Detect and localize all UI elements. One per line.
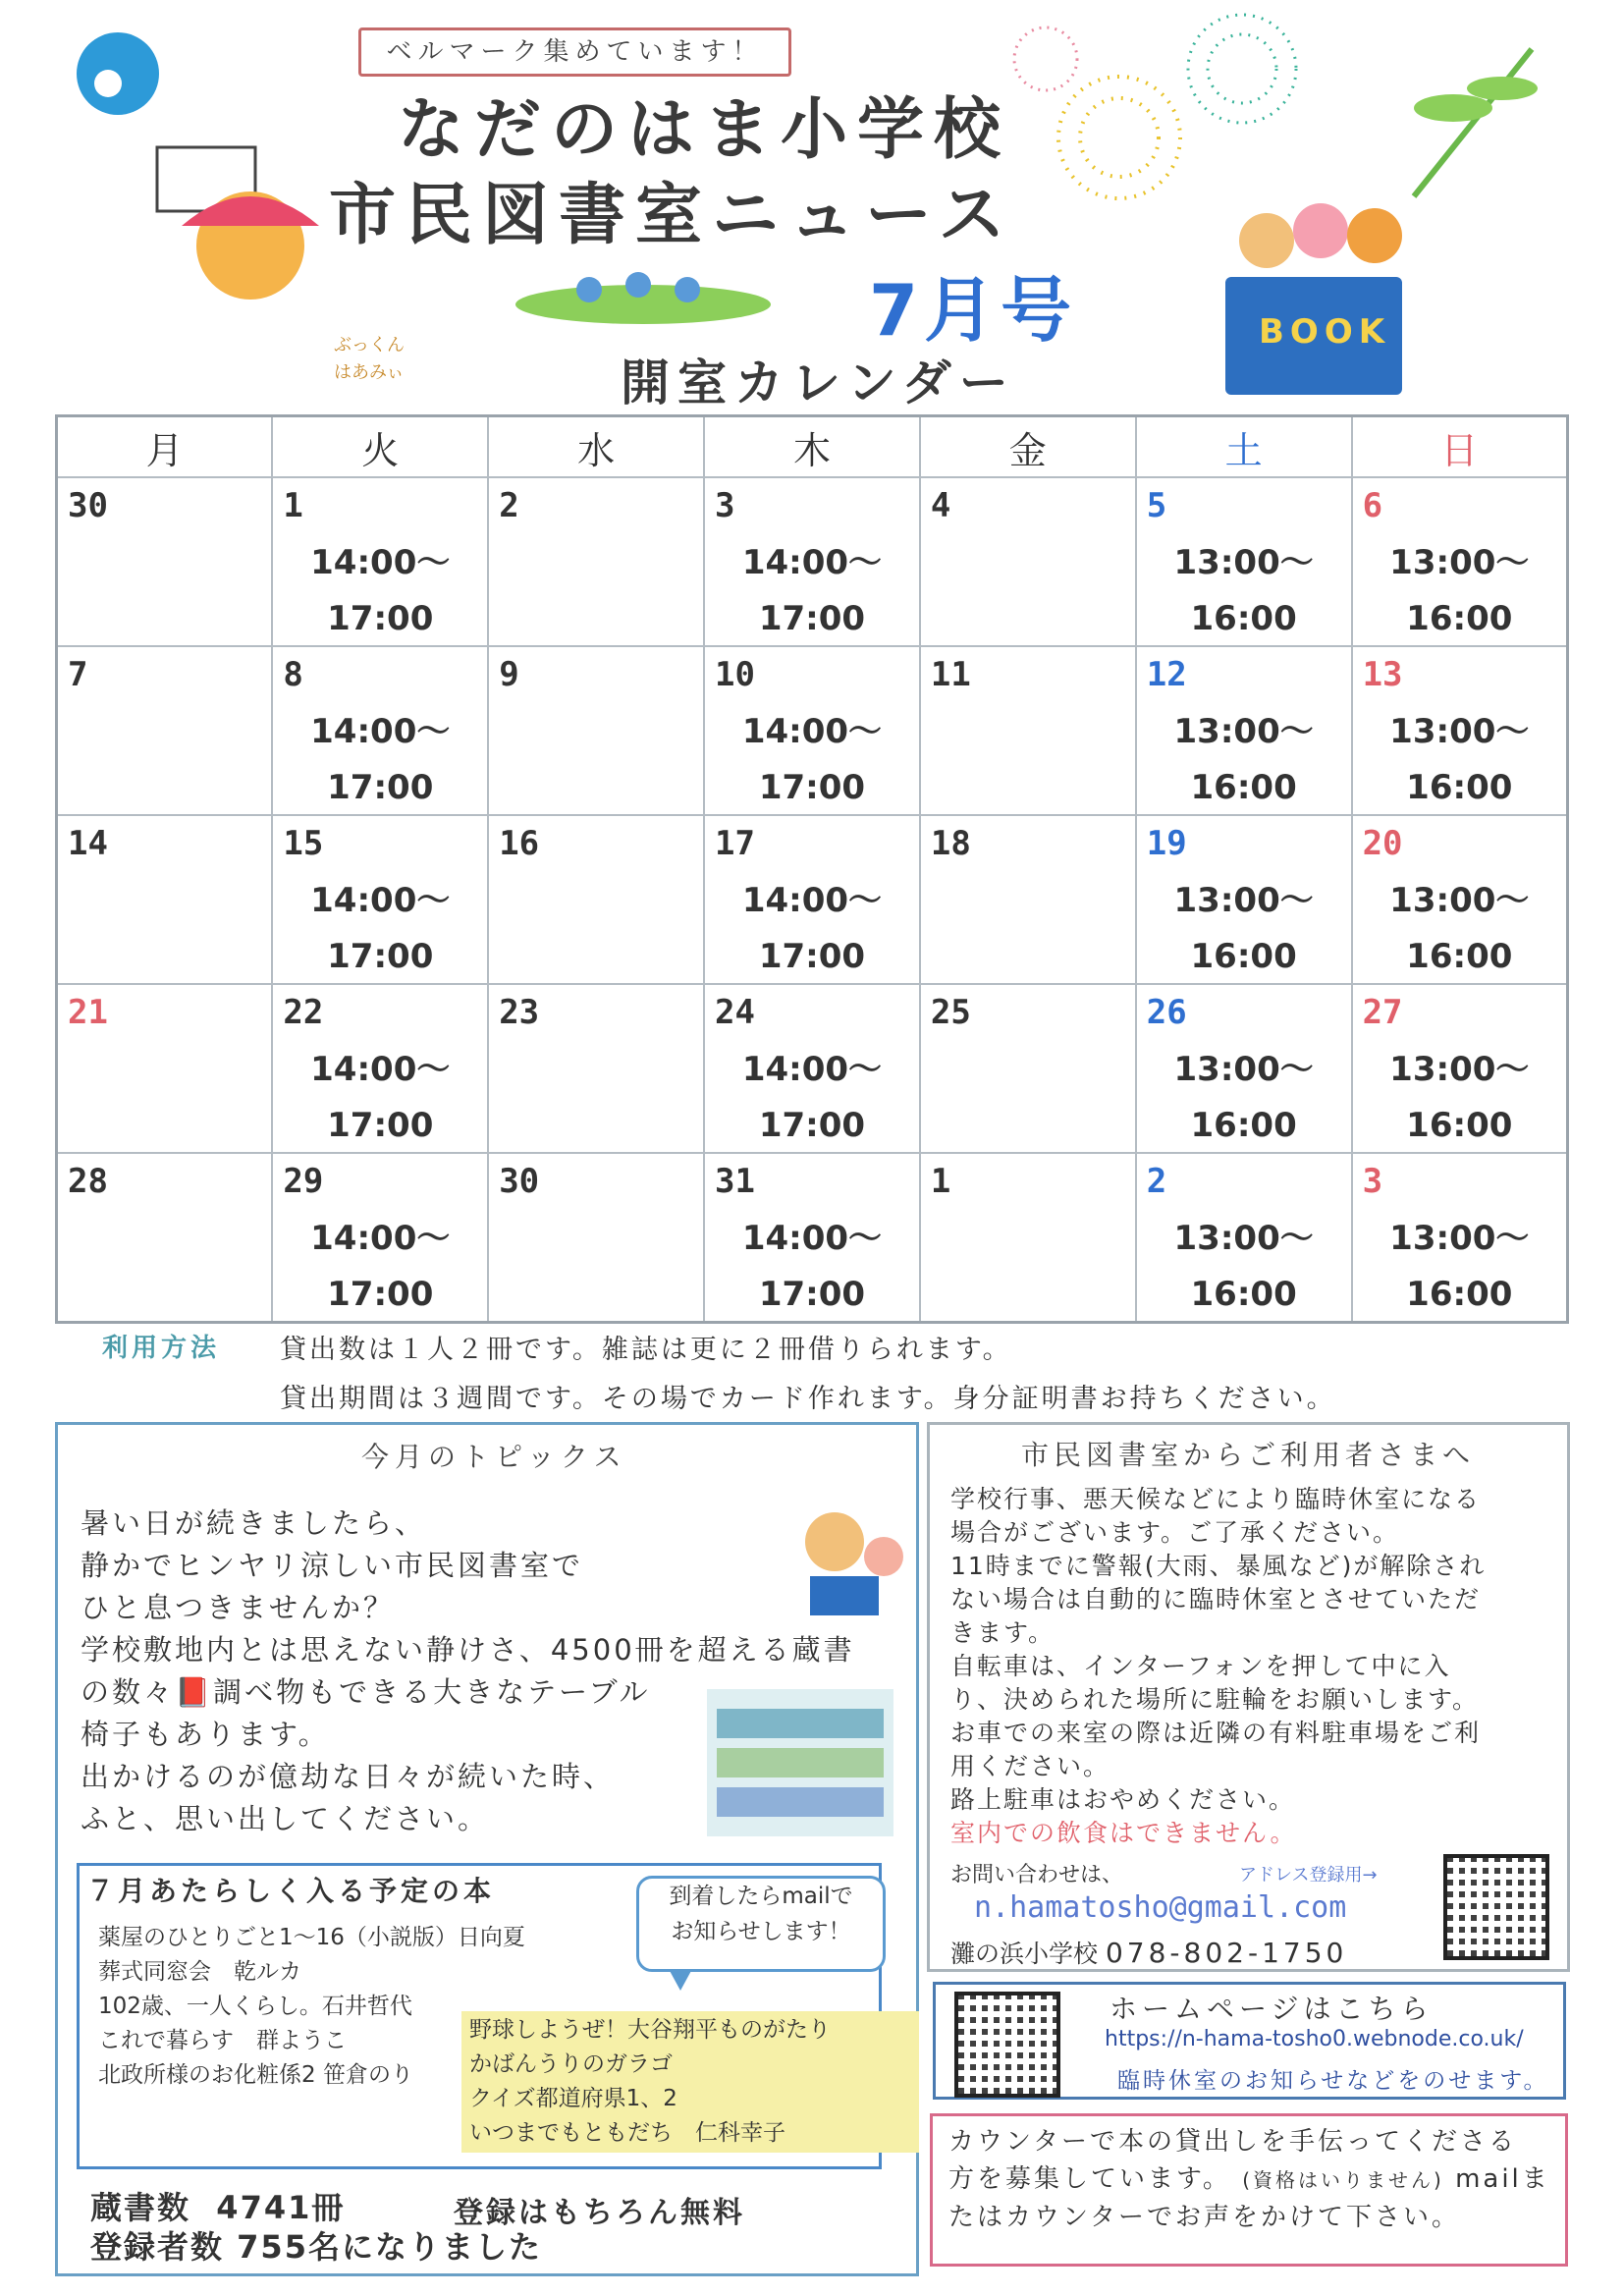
day-number: 5 (1146, 486, 1167, 525)
calendar-day-cell (1352, 477, 1568, 646)
opening-end: 17:00 (758, 1106, 866, 1145)
opening-hours (273, 1211, 487, 1323)
recruit-line (948, 2160, 1552, 2199)
topics-title: 今月のトピックス (361, 1441, 627, 1473)
opening-start: 13:00〜 (1173, 712, 1314, 751)
opening-start: 14:00〜 (310, 543, 451, 582)
list-item: クイズ都道府県1、2 (469, 2086, 677, 2111)
bubble-line: お知らせします！ (671, 1919, 851, 1944)
calendar-day-cell (920, 984, 1136, 1153)
contact-label: お問い合わせは、 (950, 1863, 1124, 1887)
opening-hours (1137, 1042, 1351, 1154)
day-number: 17 (715, 824, 755, 863)
weekday-header: 木 (704, 416, 920, 478)
recruit-qualification: (資格はいりません) (1242, 2168, 1444, 2192)
calendar-day-cell (704, 984, 920, 1153)
opening-hours (705, 704, 919, 816)
notice-line: 場合がございます。ご了承ください。 (950, 1518, 1400, 1547)
list-item: 102歳、一人くらし。石井哲代 (98, 1994, 412, 2019)
calendar-heading: 開室カレンダー (621, 355, 1016, 411)
homepage-url[interactable]: https://n-hama-tosho0.webnode.co.uk/ (1105, 2027, 1524, 2051)
registration-free: 登録はもちろん無料 (454, 2196, 745, 2230)
opening-hours (1137, 873, 1351, 985)
opening-end: 17:00 (758, 937, 866, 976)
day-number: 4 (930, 486, 951, 525)
day-number: 24 (715, 993, 755, 1032)
calendar-day-cell (1136, 646, 1352, 815)
opening-end: 17:00 (758, 1275, 866, 1314)
bubble-line: 到着したらmailで (669, 1884, 853, 1909)
opening-hours (705, 1211, 919, 1323)
opening-hours (705, 1042, 919, 1154)
issue-label: 7月号 (869, 269, 1078, 352)
calendar-day-cell (704, 815, 920, 984)
day-number: 3 (715, 486, 735, 525)
opening-start: 14:00〜 (741, 712, 883, 751)
calendar-day-cell (920, 646, 1136, 815)
opening-end: 16:00 (1190, 768, 1297, 807)
list-item: 葬式同窓会 乾ルカ (98, 1959, 301, 1985)
usage-label: 利用方法 (102, 1334, 221, 1363)
address-register-note: アドレス登録用→ (1239, 1865, 1378, 1886)
notice-line: 路上駐車はおやめください。 (950, 1785, 1296, 1814)
calendar-day-cell (1136, 1153, 1352, 1323)
recruit-line-part: mailま (1455, 2164, 1550, 2194)
recruit-line: カウンターで本の貸出しを手伝ってくださる (948, 2127, 1517, 2157)
weekday-header: 水 (488, 416, 704, 478)
recruit-line: たはカウンターでお声をかけて下さい。 (948, 2203, 1460, 2232)
day-number: 12 (1146, 655, 1187, 694)
opening-hours (273, 535, 487, 647)
calendar-day-cell (1136, 984, 1352, 1153)
opening-end: 17:00 (327, 599, 434, 638)
calendar-day-cell (57, 984, 273, 1153)
opening-end: 16:00 (1190, 599, 1297, 638)
day-number: 27 (1362, 993, 1403, 1032)
opening-start: 13:00〜 (1389, 712, 1530, 751)
opening-start: 13:00〜 (1389, 881, 1530, 920)
opening-hours (1353, 1211, 1566, 1323)
day-number: 20 (1362, 824, 1403, 863)
bookshelf-photo-icon (707, 1689, 893, 1836)
opening-start: 14:00〜 (741, 543, 883, 582)
calendar-day-cell (920, 477, 1136, 646)
day-number: 13 (1362, 655, 1403, 694)
usage-line-2: 貸出期間は３週間です。その場でカード作れます。身分証明書お持ちください。 (280, 1384, 1336, 1414)
reading-parent-child-icon (790, 1503, 918, 1620)
opening-start: 13:00〜 (1389, 543, 1530, 582)
calendar-day-cell (272, 984, 488, 1153)
day-number: 9 (499, 655, 519, 694)
calendar-day-cell (488, 477, 704, 646)
day-number: 31 (715, 1162, 755, 1201)
day-number: 2 (499, 486, 519, 525)
opening-end: 17:00 (327, 1275, 434, 1314)
calendar-day-cell (1352, 646, 1568, 815)
flowers-icon (515, 272, 771, 324)
opening-start: 13:00〜 (1173, 1219, 1314, 1258)
day-number: 2 (1146, 1162, 1167, 1201)
lantern-icon (77, 32, 159, 115)
weekday-header: 日 (1352, 416, 1568, 478)
volunteer-recruit-text (948, 2123, 1552, 2236)
usage-line-1: 貸出数は１人２冊です。雑誌は更に２冊借りられます。 (280, 1335, 1012, 1365)
opening-start: 14:00〜 (741, 881, 883, 920)
opening-end: 17:00 (327, 937, 434, 976)
day-number: 18 (930, 824, 971, 863)
opening-start: 14:00〜 (741, 1219, 883, 1258)
day-number: 23 (499, 993, 540, 1032)
book-label: BOOK (1259, 312, 1391, 352)
opening-start: 13:00〜 (1389, 1050, 1530, 1089)
day-number: 8 (283, 655, 303, 694)
calendar-day-cell (272, 477, 488, 646)
weekday-header: 火 (272, 416, 488, 478)
opening-end: 17:00 (327, 1106, 434, 1145)
calendar-day-cell (272, 815, 488, 984)
contact-phone (950, 1935, 1347, 1970)
character-name: ぶっくん はあみぃ (334, 335, 405, 383)
opening-start: 14:00〜 (310, 1219, 451, 1258)
day-number: 19 (1146, 824, 1187, 863)
notice-line: ない場合は自動的に臨時休室とさせていただ (950, 1585, 1482, 1613)
calendar-day-cell (57, 1153, 273, 1323)
list-item: これで暮らす 群ようこ (98, 2028, 347, 2053)
opening-hours (273, 873, 487, 985)
opening-end: 16:00 (1406, 937, 1513, 976)
day-number: 29 (283, 1162, 324, 1201)
opening-hours (273, 1042, 487, 1154)
topics-line: 学校敷地内とは思えない静けさ、4500冊を超える蔵書 (81, 1633, 855, 1667)
topics-line: 暑い日が続きましたら、 (81, 1506, 427, 1540)
opening-start: 14:00〜 (310, 712, 451, 751)
weekday-header: 金 (920, 416, 1136, 478)
day-number: 30 (499, 1162, 540, 1201)
day-number: 11 (930, 655, 971, 694)
opening-hours (1137, 1211, 1351, 1323)
topics-line: ひと息つきませんか？ (81, 1591, 396, 1624)
opening-hours (273, 704, 487, 816)
opening-hours (1137, 535, 1351, 647)
notice-line: 自転車は、インターフォンを押して中に入 (950, 1652, 1451, 1680)
mail-notice-bubble (636, 1876, 886, 1972)
calendar-day-cell (704, 477, 920, 646)
new-books-title: ７月あたらしく入る予定の本 (86, 1875, 496, 1907)
calendar-day-cell (488, 1153, 704, 1323)
notice-title: 市民図書室からご利用者さまへ (1021, 1439, 1476, 1471)
opening-end: 17:00 (758, 768, 866, 807)
opening-end: 16:00 (1190, 1106, 1297, 1145)
day-number: 30 (68, 486, 108, 525)
opening-hours (1353, 1042, 1566, 1154)
list-item: いつまでもともだち 仁科幸子 (469, 2120, 785, 2146)
list-item: 北政所様のお化粧係2 笹倉のり (98, 2062, 413, 2088)
day-number: 1 (283, 486, 303, 525)
opening-end: 17:00 (327, 768, 434, 807)
opening-end: 16:00 (1406, 1275, 1513, 1314)
calendar-day-cell (1352, 984, 1568, 1153)
contact-email[interactable]: n.hamatosho@gmail.com (974, 1890, 1347, 1925)
collection-value: 4741冊 (216, 2189, 346, 2226)
calendar-day-cell (704, 1153, 920, 1323)
calendar-day-cell (1136, 815, 1352, 984)
topics-line: 出かけるのが億劫な日々が続いた時、 (81, 1760, 616, 1793)
topics-line: 静かでヒンヤリ涼しい市民図書室で (81, 1549, 584, 1582)
opening-start: 13:00〜 (1389, 1219, 1530, 1258)
opening-end: 16:00 (1190, 937, 1297, 976)
opening-hours (705, 873, 919, 985)
opening-hours (705, 535, 919, 647)
calendar-day-cell (272, 1153, 488, 1323)
animals-book-icon (1225, 203, 1402, 395)
weekday-header: 土 (1136, 416, 1352, 478)
day-number: 15 (283, 824, 324, 863)
topics-line: 椅子もあります。 (81, 1718, 330, 1751)
day-number: 21 (68, 993, 108, 1032)
opening-end: 17:00 (758, 599, 866, 638)
calendar-day-cell (920, 1153, 1136, 1323)
homepage-qr-code-icon[interactable] (954, 1992, 1060, 2098)
calendar-day-cell (1136, 477, 1352, 646)
newsletter-title: 市民図書室ニュース (329, 177, 1015, 254)
list-item: 野球しようぜ！大谷翔平ものがたり (469, 2017, 831, 2043)
no-food-notice: 室内での飲食はできません。 (950, 1819, 1297, 1847)
day-number: 3 (1362, 1162, 1383, 1201)
homepage-note: 臨時休室のお知らせなどをのせます。 (1117, 2068, 1549, 2094)
opening-end: 16:00 (1406, 1106, 1513, 1145)
day-number: 28 (68, 1162, 108, 1201)
opening-start: 14:00〜 (741, 1050, 883, 1089)
calendar-day-cell (488, 815, 704, 984)
opening-end: 16:00 (1406, 768, 1513, 807)
book-character-icon (157, 147, 319, 300)
notice-body (950, 1483, 1540, 1850)
calendar-day-cell (704, 646, 920, 815)
opening-start: 13:00〜 (1173, 881, 1314, 920)
fireworks-icon (1014, 15, 1296, 198)
registrants-value: 755名になりました (237, 2228, 542, 2266)
bamboo-icon (1414, 49, 1538, 196)
opening-start: 13:00〜 (1173, 1050, 1314, 1089)
day-number: 7 (68, 655, 88, 694)
registrants-label: 登録者数 (90, 2228, 225, 2266)
day-number: 22 (283, 993, 324, 1032)
calendar-day-cell (920, 815, 1136, 984)
notice-line: お車での来室の際は近隣の有料駐車場をご利 (950, 1719, 1482, 1747)
list-item: 薬屋のひとりごと1〜16（小説版）日向夏 (98, 1925, 525, 1950)
day-number: 6 (1362, 486, 1383, 525)
day-number: 25 (930, 993, 971, 1032)
day-number: 26 (1146, 993, 1187, 1032)
weekday-header: 月 (57, 416, 273, 478)
phone-number: 078-802-1750 (1105, 1937, 1348, 1969)
list-item: かばんうりのガラゴ (469, 2051, 673, 2077)
topics-line: ふと、思い出してください。 (81, 1802, 490, 1835)
notice-line: きます。 (950, 1618, 1056, 1647)
calendar-day-cell (57, 815, 273, 984)
day-number: 14 (68, 824, 108, 863)
opening-start: 14:00〜 (310, 881, 451, 920)
day-number: 16 (499, 824, 540, 863)
school-name: なだのはま小学校 (398, 91, 1011, 169)
calendar-day-cell (488, 984, 704, 1153)
calendar-day-cell (488, 646, 704, 815)
opening-hours (1353, 873, 1566, 985)
homepage-title: ホームページはこちら (1110, 1993, 1434, 2025)
email-qr-code-icon[interactable] (1443, 1854, 1549, 1960)
calendar-day-cell (1352, 815, 1568, 984)
highlighted-books (461, 2011, 919, 2153)
calendar-day-cell (1352, 1153, 1568, 1323)
topics-body (81, 1503, 855, 1840)
school-name-small: 灘の浜小学校 (950, 1940, 1099, 1968)
calendar-day-cell (57, 477, 273, 646)
calendar-day-cell (57, 646, 273, 815)
opening-end: 16:00 (1406, 599, 1513, 638)
opening-hours (1353, 704, 1566, 816)
bellmark-banner: ベルマーク集めています！ (358, 27, 791, 77)
recruit-line-part: 方を募集しています。 (948, 2164, 1231, 2194)
topics-line: の数々📕調べ物もできる大きなテーブル (81, 1675, 651, 1709)
notice-line: 11時までに警報(大雨、暴風など)が解除され (950, 1552, 1487, 1580)
day-number: 1 (930, 1162, 951, 1201)
notice-line: り、決められた場所に駐輪をお願いします。 (950, 1685, 1480, 1714)
collection-label: 蔵書数 (90, 2189, 191, 2226)
calendar-day-cell (272, 646, 488, 815)
opening-end: 16:00 (1190, 1275, 1297, 1314)
opening-start: 13:00〜 (1173, 543, 1314, 582)
opening-hours (1353, 535, 1566, 647)
opening-hours (1137, 704, 1351, 816)
day-number: 10 (715, 655, 755, 694)
notice-line: 用ください。 (950, 1752, 1110, 1780)
notice-line: 学校行事、悪天候などにより臨時休室になる (950, 1485, 1482, 1513)
opening-start: 14:00〜 (310, 1050, 451, 1089)
opening-calendar (55, 414, 1569, 1324)
